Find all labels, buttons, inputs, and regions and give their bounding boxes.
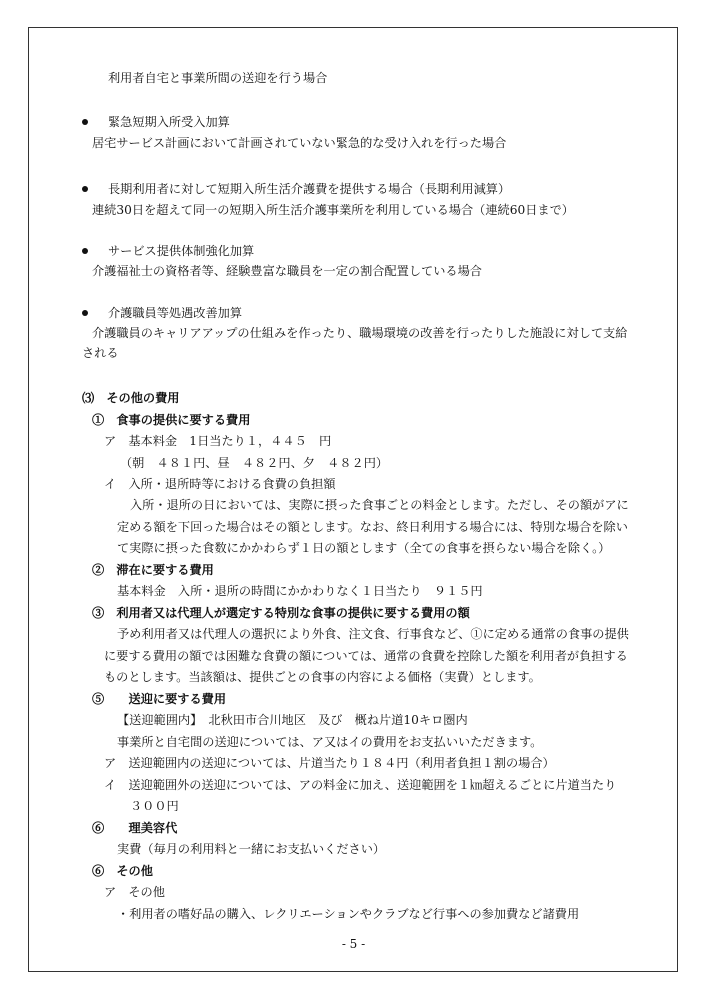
subsection-heading: ⑤ 送迎に要する費用 <box>92 692 227 706</box>
text-line: 実費（毎月の利用料と一緒にお支払いください） <box>117 842 386 856</box>
text-line: ア その他 <box>104 885 165 899</box>
text-line: に要する費用の額では困難な食費の額については、通常の食費を控除した額を利用者が負担する <box>104 649 628 663</box>
text-line: ア 送迎範囲内の送迎については、片道当たり１８４円（利用者負担１割の場合） <box>104 756 555 770</box>
text-line: イ 送迎範囲外の送迎については、アの料金に加え、送迎範囲を１㎞超えるごとに片道当たり <box>104 778 617 792</box>
bullet-icon <box>82 186 88 192</box>
text-line: 介護職員のキャリアアップの仕組みを作ったり、職場環境の改善を行ったりした施設に対して支給 <box>92 326 628 340</box>
text-line: ものとします。当該額は、提供ごとの食事の内容による価格（実費）とします。 <box>104 670 541 684</box>
text-line: ・利用者の嗜好品の購入、レクリエーションやクラブなど行事への参加費など諸費用 <box>117 907 580 921</box>
text-line: ３００円 <box>130 799 179 813</box>
subsection-heading: ① 食事の提供に要する費用 <box>92 413 251 427</box>
text-line: 入所・退所の日においては、実際に摂った食事ごとの料金とします。ただし、その額がアに <box>130 498 629 512</box>
text-line: 居宅サービス計画において計画されていない緊急的な受け入れを行った場合 <box>92 136 507 150</box>
text-line: される <box>82 346 119 360</box>
text-line: 定める額を下回った場合はその額とします。なお、終日利用する場合には、特別な場合を除い <box>117 520 628 534</box>
subsection-heading: ③ 利用者又は代理人が選定する特別な食事の提供に要する費用の額 <box>92 606 470 620</box>
item-heading: サービス提供体制強化加算 <box>108 244 255 258</box>
subsection-heading: ② 滞在に要する費用 <box>92 563 214 577</box>
section-heading: ⑶ その他の費用 <box>82 391 180 405</box>
text-line: 利用者自宅と事業所間の送迎を行う場合 <box>108 71 328 85</box>
item-heading: 介護職員等処遇改善加算 <box>108 306 243 320</box>
text-line: （朝 ４８１円、昼 ４８２円、夕 ４８２円） <box>120 456 389 470</box>
bullet-icon <box>82 310 88 316</box>
text-line: ア 基本料金 1日当たり１，４４５ 円 <box>104 434 332 448</box>
bullet-icon <box>82 119 88 125</box>
text-line: 事業所と自宅間の送迎については、ア又はイの費用をお支払いいただきます。 <box>117 735 543 749</box>
text-line: 予め利用者又は代理人の選択により外食、注文食、行事食など、①に定める通常の食事の提供 <box>117 627 629 641</box>
subsection-heading: ⑥ その他 <box>92 864 153 878</box>
text-line: 介護福祉士の資格者等、経験豊富な職員を一定の割合配置している場合 <box>92 264 482 278</box>
item-heading: 長期利用者に対して短期入所生活介護費を提供する場合（長期利用減算） <box>108 182 511 196</box>
item-heading: 緊急短期入所受入加算 <box>108 115 230 129</box>
text-line: イ 入所・退所時等における食費の負担額 <box>104 477 336 491</box>
text-line: 【送迎範囲内】 北秋田市合川地区 及び 概ね片道10キロ圏内 <box>117 713 468 727</box>
subsection-heading: ⑥ 理美容代 <box>92 821 178 835</box>
text-line: 連続30日を超えて同一の短期入所生活介護事業所を利用している場合（連続60日まで） <box>92 203 574 217</box>
text-line: 基本料金 入所・退所の時間にかかわりなく１日当たり ９１５円 <box>117 584 483 598</box>
page-number: - 5 - <box>341 937 366 951</box>
text-line: て実際に摂った食数にかかわらず１日の額とします（全ての食事を摂らない場合を除く。） <box>117 541 611 555</box>
bullet-icon <box>82 248 88 254</box>
